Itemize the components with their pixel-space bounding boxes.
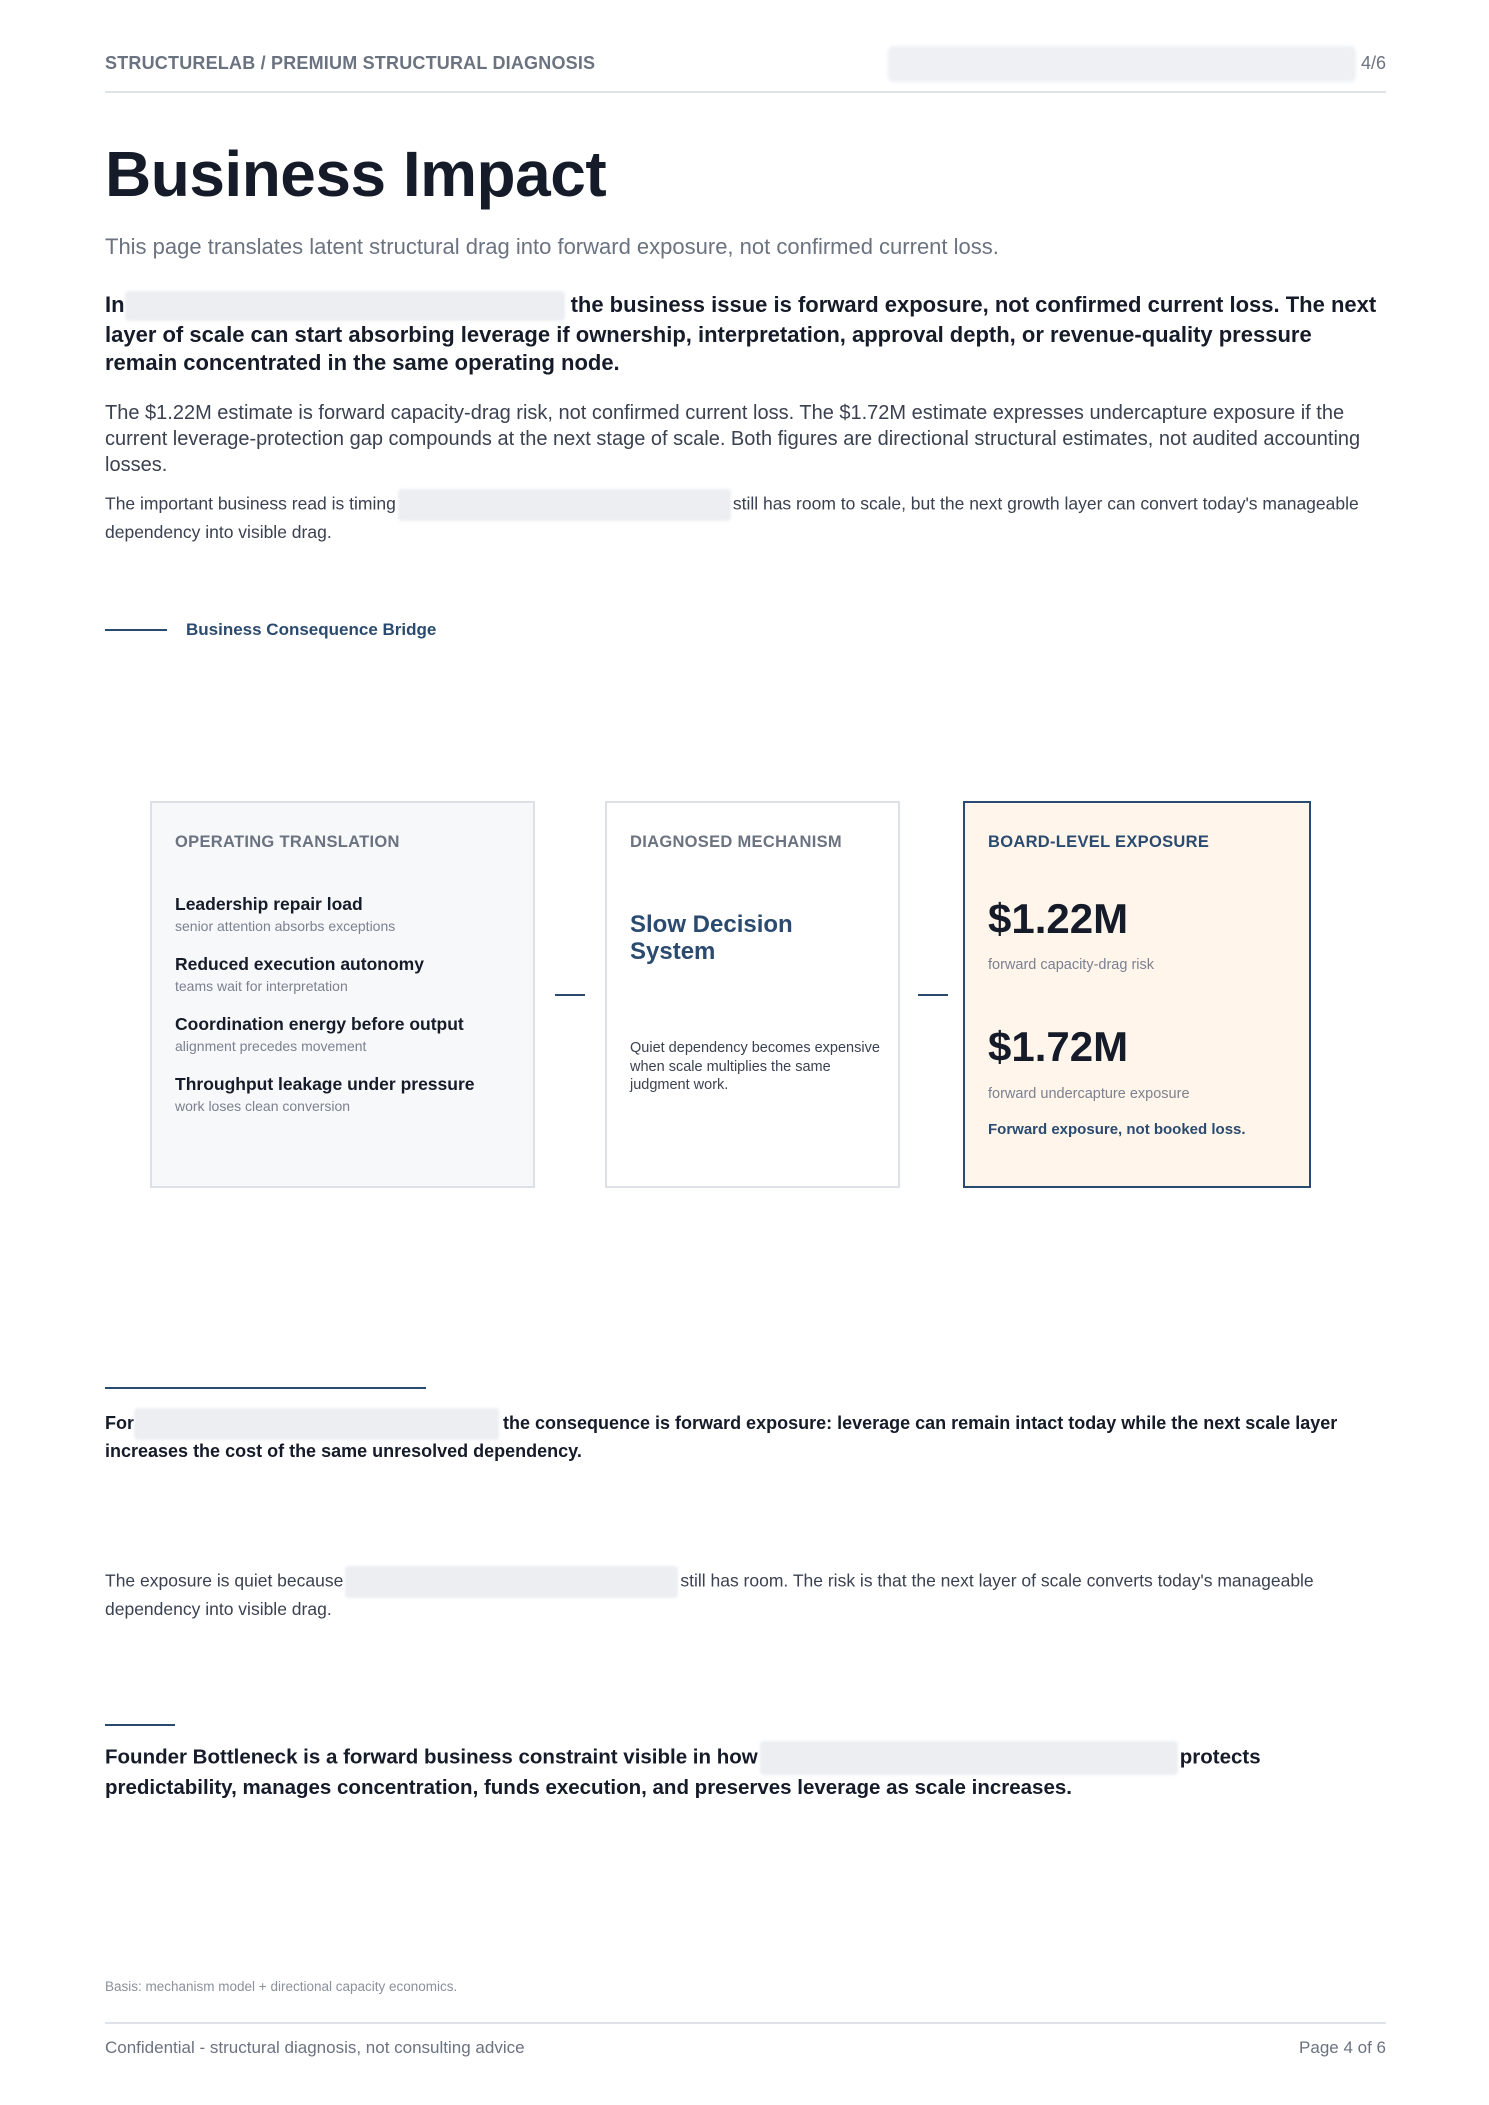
footer-divider (105, 2022, 1386, 2024)
mechanism-name: Slow Decision System (630, 911, 793, 965)
founder-prefix: Founder Bottleneck is a forward business constraint visible in how (105, 1745, 758, 1769)
board-exposure-card (963, 801, 1311, 1188)
capacity-drag-label: forward capacity-drag risk (988, 957, 1154, 973)
operating-translation-card (150, 801, 535, 1188)
list-item-title: Reduced execution autonomy (175, 954, 424, 974)
exposure-heading: BOARD-LEVEL EXPOSURE (988, 833, 1210, 851)
list-item-sub: senior attention absorbs exceptions (175, 918, 396, 934)
mechanism-description: Quiet dependency becomes expensive when scale multiplies the same judgment work. (630, 1040, 880, 1093)
redacted-company-name (125, 291, 565, 321)
page-subtitle: This page translates latent structural drag into forward exposure, not confirmed current loss. (105, 234, 999, 259)
consequence-accent-rule (105, 1387, 426, 1389)
capacity-drag-value: $1.22M (988, 895, 1129, 942)
timing-suffix: still has room to scale, but the next growth layer can convert today's manageable dependency into visible drag. (105, 493, 1359, 542)
section-label: Business Consequence Bridge (186, 620, 437, 639)
header-divider (105, 91, 1386, 93)
redacted-company-name (398, 489, 731, 521)
header-brand: STRUCTURELAB / PREMIUM STRUCTURAL DIAGNOSIS (105, 53, 596, 73)
list-item-title: Leadership repair load (175, 894, 363, 914)
mechanism-heading: DIAGNOSED MECHANISM (630, 833, 842, 851)
bridge-connector (918, 994, 948, 996)
timing-prefix: The important business read is timing (105, 493, 396, 514)
undercapture-label: forward undercapture exposure (988, 1086, 1190, 1102)
consequence-paragraph (105, 1408, 1387, 1462)
diagnosed-mechanism-card (605, 801, 900, 1188)
list-item (175, 1013, 515, 1073)
founder-bottleneck-paragraph (105, 1741, 1387, 1801)
lead-prefix: In (105, 292, 125, 317)
footer-page-number: Page 4 of 6 (1299, 2038, 1386, 2057)
consequence-prefix: For (105, 1412, 134, 1433)
timing-paragraph (105, 489, 1387, 544)
exposure-paragraph (105, 1566, 1387, 1620)
redacted-company-name (134, 1408, 499, 1440)
estimate-paragraph: The $1.22M estimate is forward capacity-drag risk, not confirmed current loss. The $1.72M estimate expresses undercapture exposure if the current leverage-protection gap compounds at the next stage of scale. Both figures are directional structural estimates, not audited accounting losses. (105, 402, 1361, 476)
exposure-prefix: The exposure is quiet because (105, 1570, 344, 1591)
exposure-note: Forward exposure, not booked loss. (988, 1121, 1246, 1138)
founder-accent-rule (105, 1724, 175, 1726)
bridge-connector (555, 994, 585, 996)
header-page-indicator: 4/6 (1360, 53, 1386, 73)
header-redacted-block (888, 46, 1356, 82)
redacted-company-name (345, 1566, 678, 1598)
founder-suffix: protects predictability, manages concentration, funds execution, and preserves leverage as scale increases. (105, 1745, 1261, 1799)
list-item-sub: teams wait for interpretation (175, 978, 348, 994)
list-item-sub: alignment precedes movement (175, 1038, 367, 1054)
consequence-suffix: the consequence is forward exposure: leverage can remain intact today while the next scale layer increases the cost of the same unresolved dependency. (105, 1412, 1338, 1461)
list-item (175, 1073, 515, 1133)
page-title: Business Impact (105, 138, 607, 210)
footer-confidential: Confidential - structural diagnosis, not consulting advice (105, 2038, 525, 2057)
undercapture-value: $1.72M (988, 1023, 1129, 1070)
lead-paragraph (105, 291, 1387, 377)
operating-heading: OPERATING TRANSLATION (175, 833, 400, 851)
basis-note: Basis: mechanism model + directional capacity economics. (105, 1979, 458, 1994)
list-item-sub: work loses clean conversion (175, 1098, 351, 1114)
lead-suffix: the business issue is forward exposure, not confirmed current loss. The next layer of scale can start absorbing leverage if ownership, interpretation, approval depth, or revenue-quality pressure remain concentrated in the same operating node. (105, 292, 1377, 376)
section-accent-rule (105, 629, 167, 631)
list-item-title: Coordination energy before output (175, 1014, 464, 1034)
operating-list (175, 893, 515, 1133)
list-item (175, 893, 515, 953)
redacted-company-name (760, 1741, 1178, 1775)
list-item (175, 953, 515, 1013)
exposure-suffix: still has room. The risk is that the next layer of scale converts today's manageable dependency into visible drag. (105, 1570, 1314, 1619)
list-item-title: Throughput leakage under pressure (175, 1074, 475, 1094)
